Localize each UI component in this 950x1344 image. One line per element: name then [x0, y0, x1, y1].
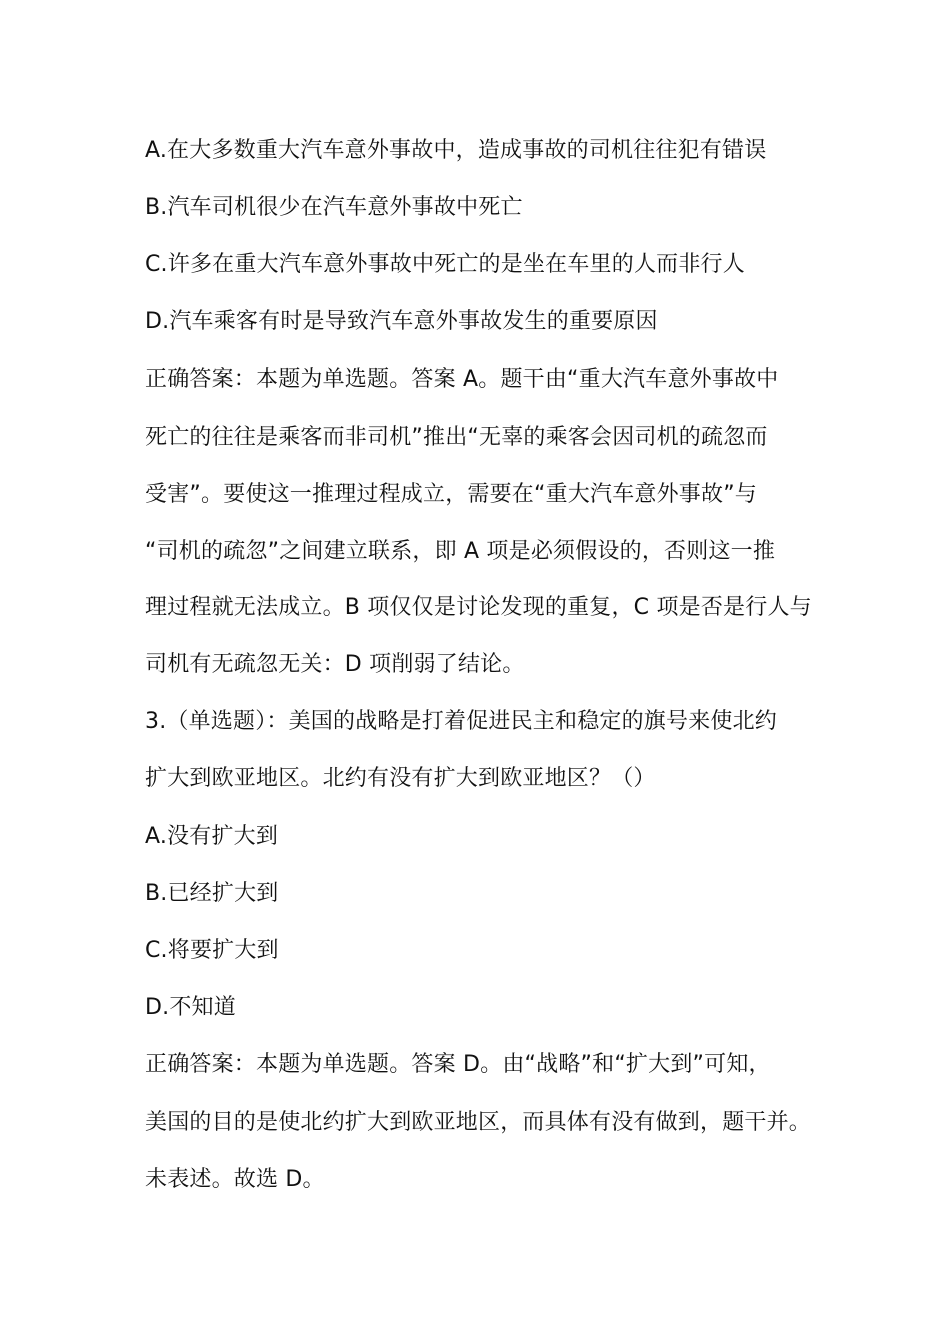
q2-option-d: D.汽车乘客有时是导致汽车意外事故发生的重要原因: [145, 309, 658, 334]
q3-option-a: A.没有扩大到: [145, 824, 279, 849]
q2-answer-line: 理过程就无法成立。B 项仅仅是讨论发现的重复，C 项是否是行人与: [145, 595, 812, 620]
q3-option-c: C.将要扩大到: [145, 938, 279, 963]
q2-answer-line: 受害”。要使这一推理过程成立，需要在“重大汽车意外事故”与: [145, 482, 757, 507]
q3-stem-line: 3.（单选题）：美国的战略是打着促进民主和稳定的旗号来使北约: [145, 709, 777, 734]
q3-option-b: B.已经扩大到: [145, 881, 279, 906]
q3-answer-line: 美国的目的是使北约扩大到欧亚地区，而具体有没有做到，题干并。: [145, 1110, 812, 1135]
q2-answer-line: “司机的疏忽”之间建立联系，即 A 项是必须假设的，否则这一推: [145, 539, 776, 564]
q2-answer-line: 司机有无疏忽无关：D 项削弱了结论。: [145, 652, 525, 677]
q2-answer-line: 正确答案：本题为单选题。答案 A。题干由“重大汽车意外事故中: [145, 367, 779, 392]
q2-option-a: A.在大多数重大汽车意外事故中，造成事故的司机往往犯有错误: [145, 138, 767, 163]
q2-option-c: C.许多在重大汽车意外事故中死亡的是坐在车里的人而非行人: [145, 252, 745, 277]
q2-option-b: B.汽车司机很少在汽车意外事故中死亡: [145, 195, 523, 220]
q2-answer-line: 死亡的往往是乘客而非司机”推出“无辜的乘客会因司机的疏忽而: [145, 425, 768, 450]
q3-option-d: D.不知道: [145, 995, 236, 1020]
q3-stem-line: 扩大到欧亚地区。北约有没有扩大到欧亚地区？（）: [145, 766, 656, 791]
q3-answer-line: 未表述。故选 D。: [145, 1167, 325, 1192]
q3-answer-line: 正确答案：本题为单选题。答案 D。由“战略”和“扩大到”可知，: [145, 1052, 771, 1077]
